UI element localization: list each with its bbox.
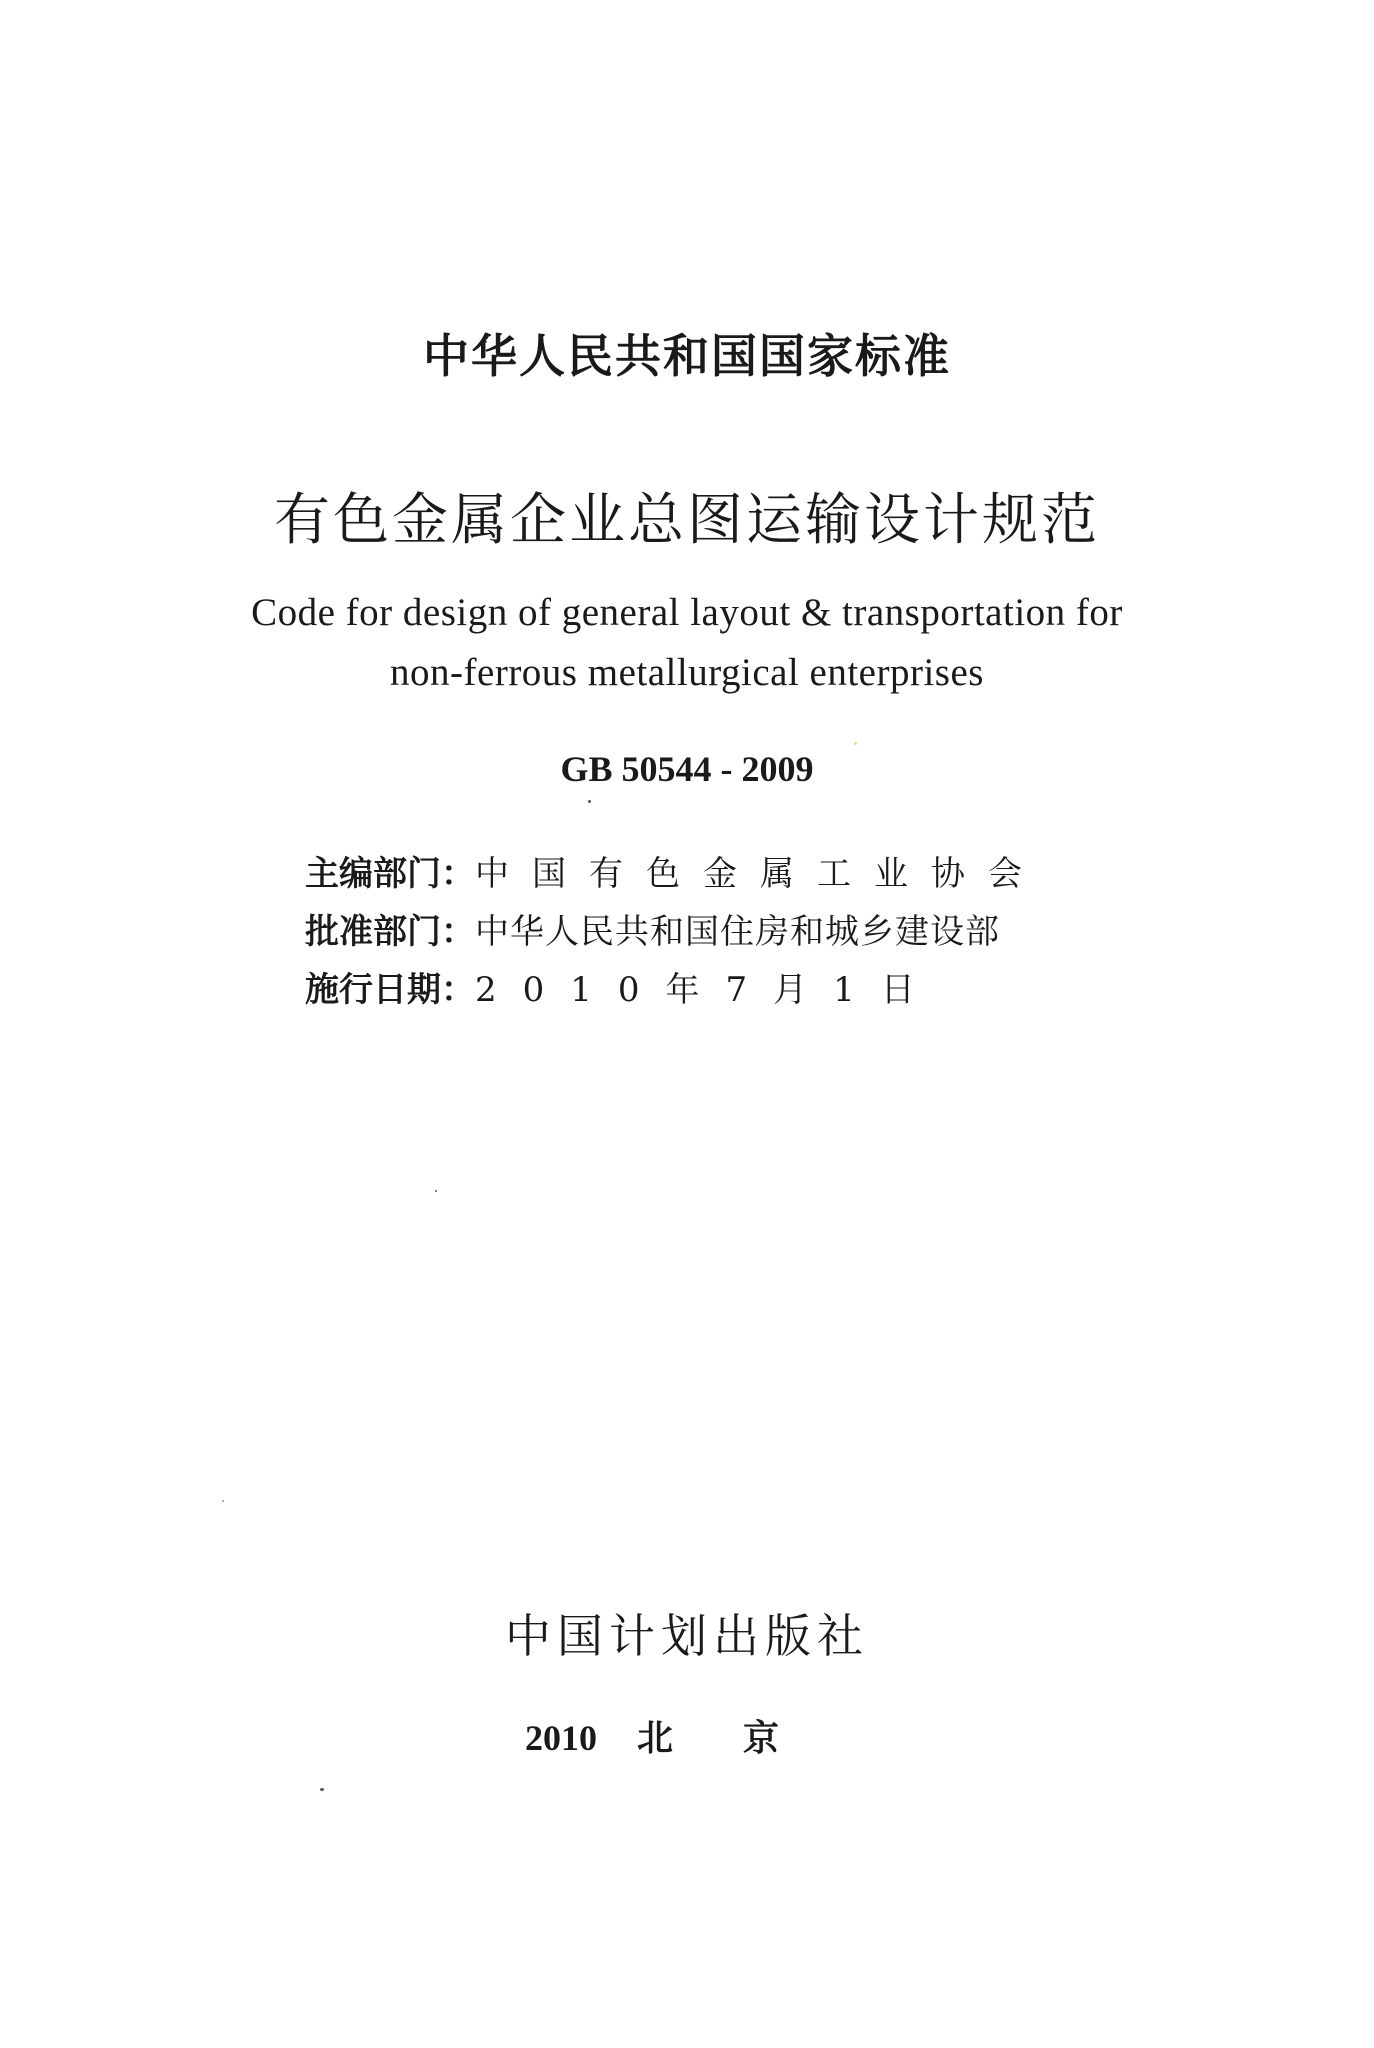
scan-speck bbox=[435, 1190, 437, 1192]
scan-speck bbox=[222, 1500, 224, 1502]
english-title-line-2: non-ferrous metallurgical enterprises bbox=[390, 651, 984, 694]
approver-value: 中华人民共和国住房和城乡建设部 bbox=[475, 912, 1000, 952]
editor-value: 中国有色金属工业协会 bbox=[475, 854, 1045, 894]
standard-code: GB 50544 - 2009 bbox=[560, 749, 814, 789]
approver-label: 批准部门： bbox=[305, 912, 475, 952]
scan-speck bbox=[320, 1788, 324, 1791]
scan-speck bbox=[854, 742, 857, 745]
publication-year: 2010 bbox=[524, 1718, 597, 1758]
scan-speck bbox=[588, 800, 591, 803]
english-title-line-1: Code for design of general layout & transportation for bbox=[251, 591, 1123, 634]
publication-city: 北京 bbox=[636, 1718, 849, 1759]
editor-row bbox=[305, 846, 1045, 896]
approver-row bbox=[305, 904, 1000, 954]
effective-date-label: 施行日期： bbox=[305, 970, 475, 1010]
publication-place bbox=[0, 1710, 1374, 1761]
effective-date-row bbox=[305, 962, 941, 1012]
editor-label: 主编部门： bbox=[305, 854, 475, 894]
publisher-name: 中国计划出版社 bbox=[505, 1609, 869, 1663]
chinese-title: 有色金属企业总图运输设计规范 bbox=[274, 488, 1100, 553]
national-standard-heading: 中华人民共和国国家标准 bbox=[423, 329, 951, 383]
effective-date-value: 2010年7月1日 bbox=[475, 970, 941, 1010]
